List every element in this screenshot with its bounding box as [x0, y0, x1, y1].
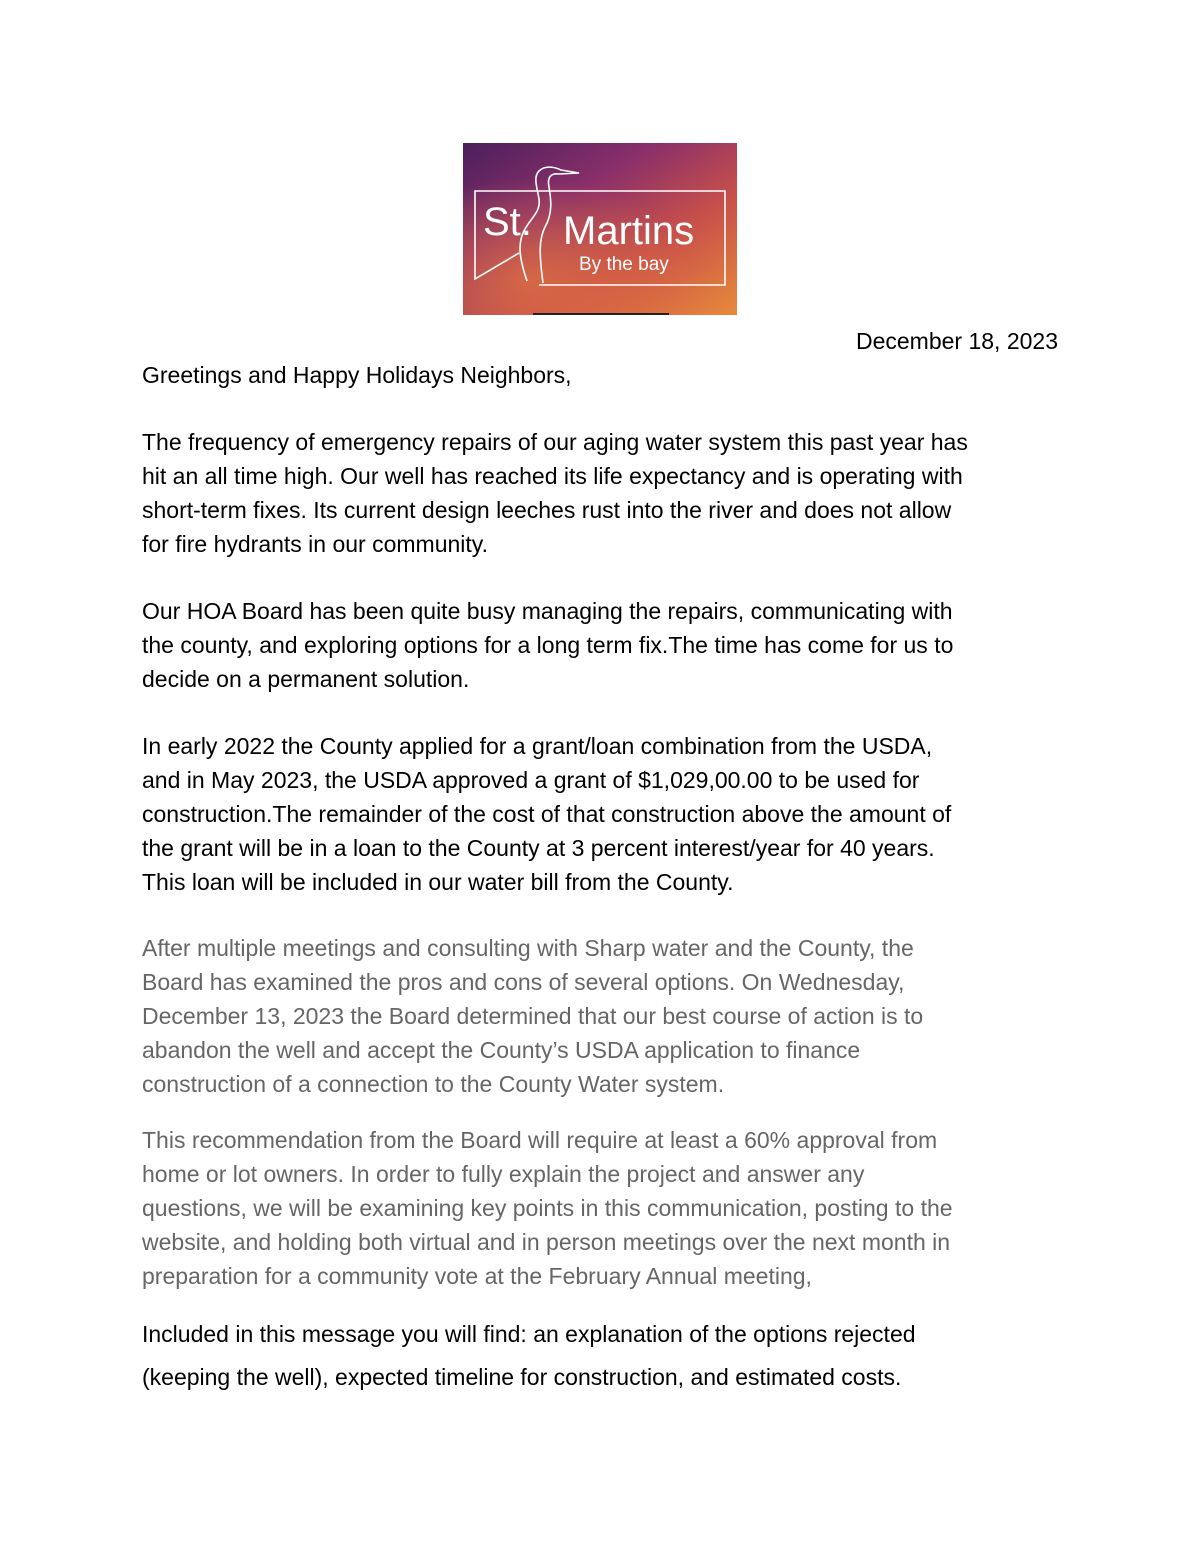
paragraph-line: Our HOA Board has been quite busy managing the repairs, communicating with — [142, 598, 953, 624]
paragraph-approval-vote — [142, 1123, 1062, 1293]
paragraph-line: construction.The remainder of the cost of that construction above the amount of — [142, 801, 952, 827]
paragraph-line: construction of a connection to the County Water system. — [142, 1071, 725, 1097]
paragraph-line: preparation for a community vote at the February Annual meeting, — [142, 1263, 812, 1289]
st-martins-logo — [463, 143, 737, 315]
paragraph-line: website, and holding both virtual and in person meetings over the next month in — [142, 1229, 951, 1255]
paragraph-line: This recommendation from the Board will require at least a 60% approval from — [142, 1127, 938, 1153]
paragraph-line: and in May 2023, the USDA approved a grant of $1,029,00.00 to be used for — [142, 767, 920, 793]
greeting: Greetings and Happy Holidays Neighbors, — [142, 362, 572, 388]
paragraph-line: the county, and exploring options for a long term fix.The time has come for us to — [142, 632, 954, 658]
paragraph-included-contents — [142, 1313, 1062, 1399]
paragraph-line: abandon the well and accept the County’s USDA application to finance — [142, 1037, 861, 1063]
letter-date: December 18, 2023 — [855, 328, 1058, 354]
paragraph-line: This loan will be included in our water bill from the County. — [142, 869, 734, 895]
paragraph-line: Board has examined the pros and cons of several options. On Wednesday, — [142, 969, 905, 995]
paragraph-line: for fire hydrants in our community. — [142, 531, 488, 557]
logo-line3: By the bay — [579, 254, 669, 275]
paragraph-usda-grant — [142, 729, 1062, 899]
paragraph-line: The frequency of emergency repairs of our aging water system this past year has — [142, 429, 968, 455]
logo-line1: St. — [483, 200, 532, 244]
paragraph-hoa-board — [142, 594, 1062, 696]
paragraph-line: hit an all time high. Our well has reached its life expectancy and is operating with — [142, 463, 963, 489]
paragraph-line: decide on a permanent solution. — [142, 666, 470, 692]
paragraph-water-system — [142, 425, 1062, 561]
paragraph-line: short-term fixes. Its current design leeches rust into the river and does not allow — [142, 497, 952, 523]
paragraph-line: Included in this message you will find: an explanation of the options rejected — [142, 1321, 916, 1347]
paragraph-line: the grant will be in a loan to the County at 3 percent interest/year for 40 years. — [142, 835, 935, 861]
paragraph-line: December 13, 2023 the Board determined that our best course of action is to — [142, 1003, 924, 1029]
logo-underline — [533, 313, 669, 315]
paragraph-line: questions, we will be examining key points in this communication, posting to the — [142, 1195, 953, 1221]
paragraph-line: home or lot owners. In order to fully explain the project and answer any — [142, 1161, 865, 1187]
paragraph-line: In early 2022 the County applied for a grant/loan combination from the USDA, — [142, 733, 933, 759]
paragraph-line: After multiple meetings and consulting with Sharp water and the County, the — [142, 935, 914, 961]
logo-line2: Martins — [563, 209, 695, 253]
paragraph-line: (keeping the well), expected timeline for construction, and estimated costs. — [142, 1364, 902, 1390]
paragraph-board-decision — [142, 931, 1062, 1101]
